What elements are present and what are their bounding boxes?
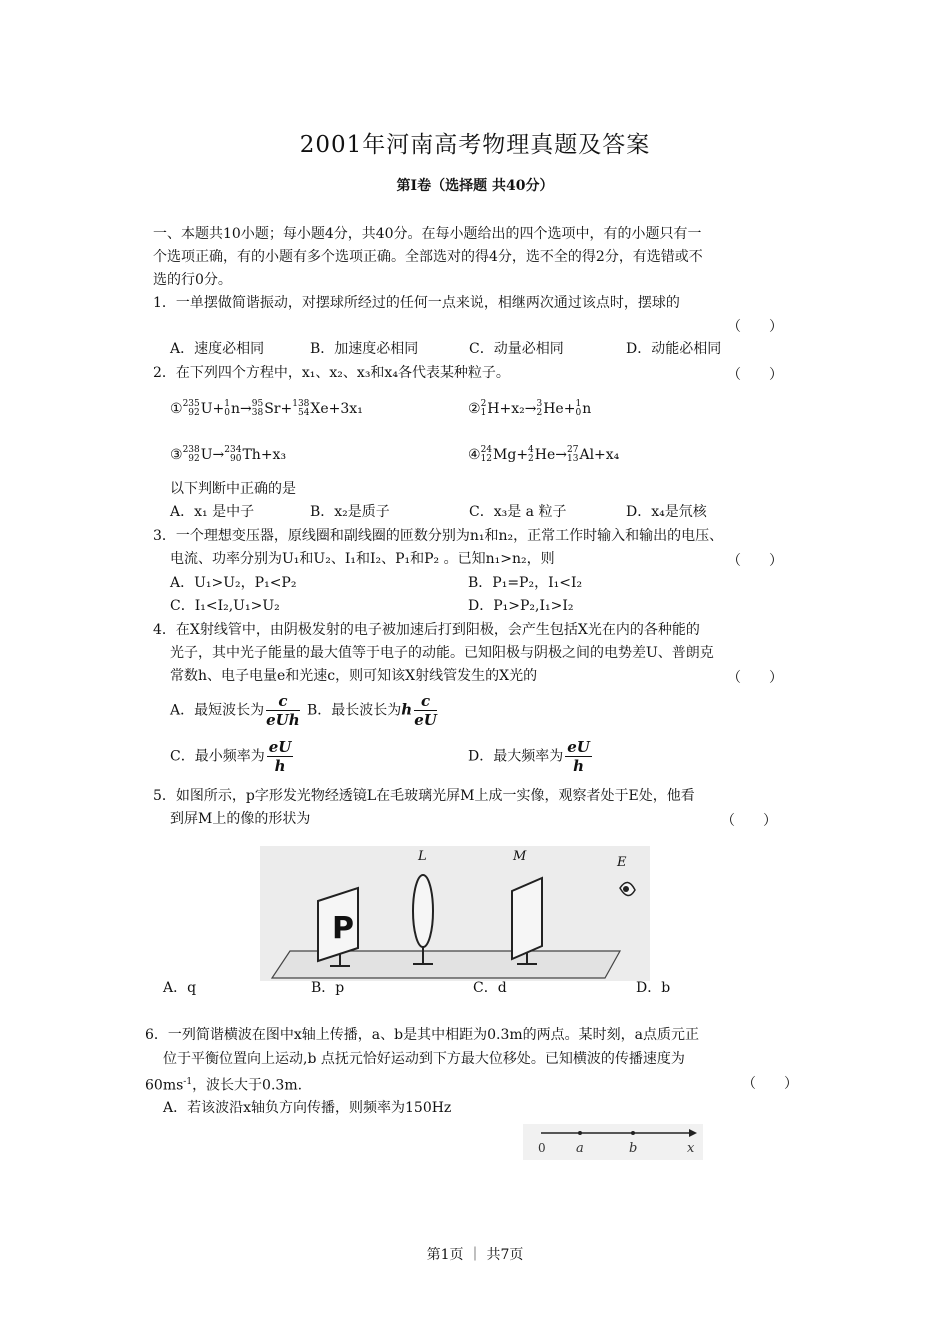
point-a-label: a — [576, 1141, 584, 1156]
q4-option-a: A．最短波长为 $\frac{c}{\text{eUh}}$ — [170, 692, 300, 729]
x-axis-diagram — [523, 1124, 703, 1160]
question-5-line: 到屏M上的像的形状为 — [170, 811, 311, 827]
nuclide-notation: 2 1 — [480, 399, 487, 418]
q2-option-a: A．x₁ 是中子 — [170, 504, 255, 520]
object-letter-p: P — [332, 911, 354, 946]
q1-option-c: C．动量必相同 — [469, 341, 564, 357]
nuclide-notation: 3 2 — [536, 399, 543, 418]
q5-option-b: B．p — [311, 980, 345, 996]
equation-2: ②2 1H+x₂→3 2He+1 0n — [468, 399, 592, 418]
q2-option-c: C．x₃是 a 粒子 — [469, 504, 567, 520]
q1-option-b: B．加速度必相同 — [310, 341, 419, 357]
answer-bracket: （ ） — [727, 319, 783, 335]
nuclide-notation: 238 92 — [182, 445, 200, 464]
q4-option-d: D．最大频率为 $\frac{eU}{h}$ — [468, 738, 590, 775]
page-title: 2001年河南高考物理真题及答案 — [299, 132, 651, 158]
q4-option-b: B．最长波长为h $\frac{c}{eU}$ — [307, 692, 437, 729]
question-3-line: 3．一个理想变压器，原线圈和副线圈的匝数分别为n₁和n₂，正常工作时输入和输出的电压、 — [153, 528, 724, 544]
q3-option-d: D．P₁>P₂,I₁>I₂ — [468, 598, 574, 614]
origin-label: 0 — [538, 1141, 546, 1155]
nuclide-notation: 27 13 — [567, 445, 579, 464]
eye-label: E — [617, 855, 627, 870]
q2-option-d: D．x₄是氘核 — [626, 504, 707, 520]
q5-option-d: D．b — [636, 980, 671, 996]
answer-bracket: （ ） — [721, 813, 777, 829]
question-2-stem: 2．在下列四个方程中，x₁、x₂、x₃和x₄各代表某种粒子。 — [153, 365, 510, 381]
question-6-line: 位于平衡位置向上运动,b 点抚元恰好运动到下方最大位移处。已知横波的传播速度为 — [163, 1051, 685, 1067]
nuclide-notation: 235 92 — [182, 399, 200, 418]
page-footer: 第1页 ｜ 共7页 — [426, 1247, 524, 1263]
nuclide-notation: 24 12 — [480, 445, 493, 464]
q3-option-c: C．I₁<I₂,U₁>U₂ — [170, 598, 280, 614]
instruction-line: 选的行0分。 — [153, 272, 232, 288]
equation-4: ④24 12Mg+4 2He→27 13Al+x₄ — [468, 445, 620, 464]
q3-option-b: B．P₁=P₂，I₁<I₂ — [468, 575, 583, 591]
screen-label: M — [513, 849, 527, 864]
x-axis-label: x — [687, 1141, 695, 1156]
screen — [512, 878, 542, 959]
question-6-line: $60ms^{-1}$，波长大于0.3m. — [145, 1077, 303, 1094]
q2-option-b: B．x₂是质子 — [310, 504, 390, 520]
q3-option-a: A．U₁>U₂，P₁<P₂ — [170, 575, 297, 591]
q5-option-a: A．q — [163, 980, 197, 996]
question-4-line: 常数h、电子电量e和光速c，则可知该X射线管发生的X光的 — [170, 668, 538, 684]
q6-option-a: A．若该波沿x轴负方向传播，则频率为150Hz — [163, 1100, 452, 1116]
nuclide-notation: 1 0 — [575, 399, 582, 418]
answer-bracket: （ ） — [727, 553, 783, 569]
question-4-line: 光子，其中光子能量的最大值等于电子的动能。已知阳极与阴极之间的电势差U、普朗克 — [170, 645, 714, 661]
optics-diagram — [260, 846, 650, 981]
section-header: 第Ⅰ卷（选择题 共40分） — [396, 178, 554, 194]
nuclide-notation: 1 0 — [224, 399, 231, 418]
nuclide-notation: 95 38 — [251, 399, 264, 418]
q4-option-c: C．最小频率为 $\frac{eU}{h}$ — [170, 738, 292, 775]
answer-bracket: （ ） — [742, 1076, 798, 1092]
lens — [413, 875, 433, 947]
instruction-line: 一、本题共10小题；每小题4分，共40分。在每小题给出的四个选项中，有的小题只有一 — [153, 226, 702, 242]
fraction: $\frac{c}{\text{eUh}}$ — [266, 692, 300, 729]
nuclide-notation: 234 90 — [224, 445, 242, 464]
question-4-line: 4．在X射线管中，由阴极发射的电子被加速后打到阳极，会产生包括X光在内的各种能的 — [153, 622, 700, 638]
optics-figure — [260, 846, 650, 981]
q1-option-a: A．速度必相同 — [170, 341, 265, 357]
equation-1: ①235 92U+1 0n→95 38Sr+138 54Xe+3x₁ — [170, 399, 363, 418]
wave-axis-figure — [523, 1124, 703, 1160]
fraction: $\frac{c}{eU}$ — [414, 692, 437, 729]
q2-judge: 以下判断中正确的是 — [170, 481, 296, 497]
fraction: $\frac{eU}{h}$ — [268, 738, 292, 775]
point-b-label: b — [629, 1141, 638, 1156]
nuclide-notation: 4 2 — [528, 445, 534, 464]
equation-3: ③238 92U→234 90Th+x₃ — [170, 445, 287, 464]
question-5-line: 5．如图所示，p字形发光物经透镜L在毛玻璃光屏M上成一实像，观察者处于E处，他看 — [153, 788, 695, 804]
fraction: $\frac{eU}{h}$ — [567, 738, 590, 775]
instruction-line: 个选项正确，有的小题有多个选项正确。全部选对的得4分，选不全的得2分，有选错或不 — [153, 249, 703, 265]
nuclide-notation: 138 54 — [292, 399, 310, 418]
q1-option-d: D．动能必相同 — [626, 341, 722, 357]
answer-bracket: （ ） — [727, 367, 783, 383]
equation-marker: ① — [170, 401, 183, 417]
question-3-line: 电流、功率分别为U₁和U₂、I₁和I₂、P₁和P₂ 。已知n₁>n₂，则 — [170, 551, 555, 567]
question-6-line: 6．一列简谐横波在图中x轴上传播，a、b是其中相距为0.3m的两点。某时刻，a点质元正 — [145, 1027, 699, 1043]
question-1-stem: 1．一单摆做简谐振动，对摆球所经过的任何一点来说，相继两次通过该点时，摆球的 — [153, 295, 680, 311]
lens-label: L — [418, 849, 427, 864]
q5-option-c: C．d — [473, 980, 507, 996]
answer-bracket: （ ） — [727, 670, 783, 686]
